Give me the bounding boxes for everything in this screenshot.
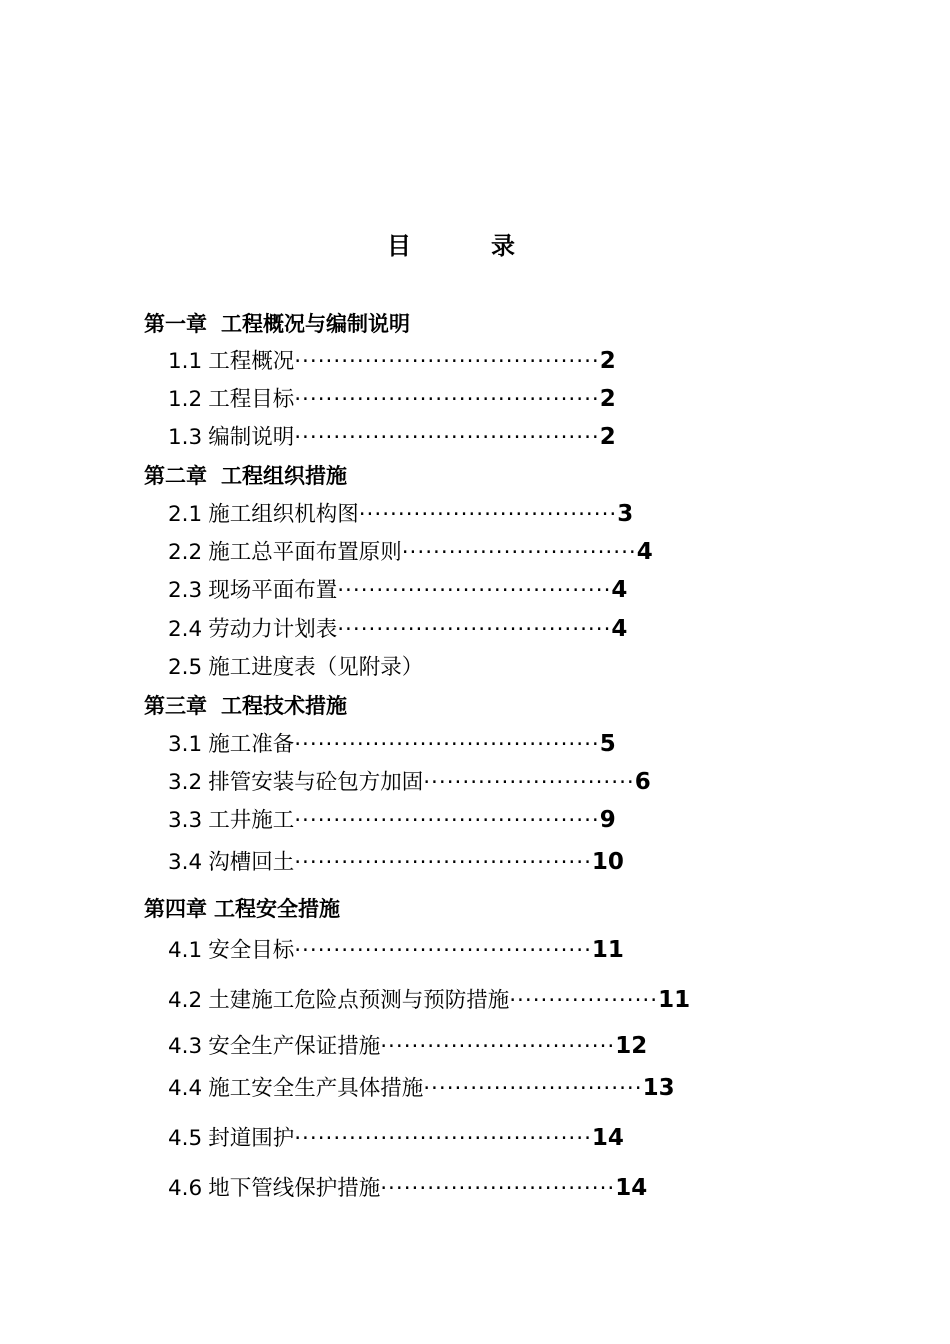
entry-number: 1.3 (168, 425, 203, 450)
chapter-title: 工程概况与编制说明 (221, 312, 410, 336)
entry-number: 2.3 (168, 578, 203, 603)
entry-title: 施工组织机构图 (208, 502, 359, 527)
dot-leader: ··················· (509, 988, 659, 1013)
page-number: 3 (617, 501, 634, 527)
toc-entry-4-1[interactable] (168, 935, 624, 966)
dot-leader: ······································ (294, 850, 592, 875)
toc-title: 目 录 (387, 232, 543, 260)
toc-chapter-3[interactable] (144, 691, 347, 721)
toc-chapter-1[interactable] (144, 309, 410, 339)
toc-entry-2-5[interactable] (168, 652, 423, 683)
entry-number: 4.1 (168, 938, 203, 963)
page-number: 14 (591, 1125, 624, 1151)
dot-leader: ······························ (401, 540, 637, 565)
dot-leader: ································· (358, 502, 618, 527)
page-number: 4 (611, 616, 628, 642)
entry-title: 地下管线保护措施 (208, 1176, 381, 1201)
dot-leader: ······································· (294, 425, 600, 450)
entry-title: 施工总平面布置原则 (208, 540, 402, 565)
toc-entry-3-4[interactable] (168, 847, 624, 878)
chapter-number: 第一章 (144, 312, 207, 336)
toc-entry-2-1[interactable] (168, 499, 633, 530)
entry-title: 编制说明 (208, 425, 295, 450)
dot-leader: ······································· (294, 387, 600, 412)
toc-entry-1-1[interactable] (168, 346, 616, 377)
chapter-title: 工程组织措施 (221, 464, 347, 488)
dot-leader: ······································· (294, 349, 600, 374)
entry-number: 4.3 (168, 1034, 203, 1059)
chapter-title: 工程技术措施 (221, 694, 347, 718)
page-number: 11 (591, 937, 624, 963)
toc-chapter-4[interactable] (144, 894, 340, 924)
toc-entry-4-2[interactable] (168, 985, 690, 1016)
entry-number: 3.4 (168, 850, 203, 875)
entry-number: 4.5 (168, 1126, 203, 1151)
toc-entry-3-3[interactable] (168, 805, 616, 836)
page-number: 2 (599, 348, 616, 374)
toc-entry-3-1[interactable] (168, 729, 616, 760)
toc-entry-2-3[interactable] (168, 575, 627, 606)
dot-leader: ···························· (423, 1076, 643, 1101)
toc-entry-4-4[interactable] (168, 1073, 675, 1104)
toc-entry-4-5[interactable] (168, 1123, 624, 1154)
dot-leader: ······································ (294, 938, 592, 963)
page-number: 2 (599, 386, 616, 412)
chapter-number: 第三章 (144, 694, 207, 718)
toc-entry-1-2[interactable] (168, 384, 616, 415)
entry-title: 现场平面布置 (208, 578, 338, 603)
entry-title: 排管安装与砼包方加固 (208, 770, 424, 795)
entry-title: 安全目标 (208, 938, 295, 963)
entry-number: 2.5 (168, 655, 203, 680)
entry-number: 3.2 (168, 770, 203, 795)
page-number: 4 (636, 539, 653, 565)
page-number: 12 (615, 1033, 648, 1059)
entry-title: 劳动力计划表 (208, 617, 338, 642)
entry-number: 1.2 (168, 387, 203, 412)
entry-number: 4.6 (168, 1176, 203, 1201)
dot-leader: ······································ (294, 1126, 592, 1151)
dot-leader: ··························· (423, 770, 635, 795)
page-number: 5 (599, 731, 616, 757)
entry-title: 施工安全生产具体措施 (208, 1076, 424, 1101)
chapter-number: 第四章 (144, 897, 207, 921)
page-number: 4 (611, 577, 628, 603)
entry-title: 封道围护 (208, 1126, 295, 1151)
page-number: 2 (599, 424, 616, 450)
entry-number: 2.1 (168, 502, 203, 527)
dot-leader: ······························ (380, 1176, 616, 1201)
toc-entry-1-3[interactable] (168, 422, 616, 453)
entry-title: 安全生产保证措施 (208, 1034, 381, 1059)
entry-title: 土建施工危险点预测与预防措施 (208, 988, 510, 1013)
dot-leader: ······························ (380, 1034, 616, 1059)
dot-leader: ······································· (294, 732, 600, 757)
toc-entry-2-4[interactable] (168, 614, 627, 645)
entry-number: 3.1 (168, 732, 203, 757)
dot-leader: ··································· (337, 578, 612, 603)
dot-leader: ··································· (337, 617, 612, 642)
entry-title: 沟槽回土 (208, 850, 295, 875)
chapter-number: 第二章 (144, 464, 207, 488)
entry-title: 工程目标 (208, 387, 295, 412)
entry-title: 施工准备 (208, 732, 295, 757)
page-number: 11 (658, 987, 691, 1013)
page-number: 9 (599, 807, 616, 833)
entry-number: 1.1 (168, 349, 203, 374)
page-number: 14 (615, 1175, 648, 1201)
entry-title: 工程概况 (208, 349, 295, 374)
page-number: 10 (591, 849, 624, 875)
dot-leader: ······································· (294, 808, 600, 833)
toc-chapter-2[interactable] (144, 461, 347, 491)
entry-number: 2.2 (168, 540, 203, 565)
toc-entry-3-2[interactable] (168, 767, 651, 798)
toc-entry-4-6[interactable] (168, 1173, 647, 1204)
page-number: 6 (634, 769, 651, 795)
page-number: 13 (642, 1075, 675, 1101)
entry-number: 2.4 (168, 617, 203, 642)
entry-number: 4.2 (168, 988, 203, 1013)
entry-title: 工井施工 (208, 808, 295, 833)
toc-entry-2-2[interactable] (168, 537, 653, 568)
entry-number: 4.4 (168, 1076, 203, 1101)
chapter-title: 工程安全措施 (214, 897, 340, 921)
entry-number: 3.3 (168, 808, 203, 833)
entry-title: 施工进度表（见附录） (208, 655, 424, 680)
toc-entry-4-3[interactable] (168, 1031, 647, 1062)
